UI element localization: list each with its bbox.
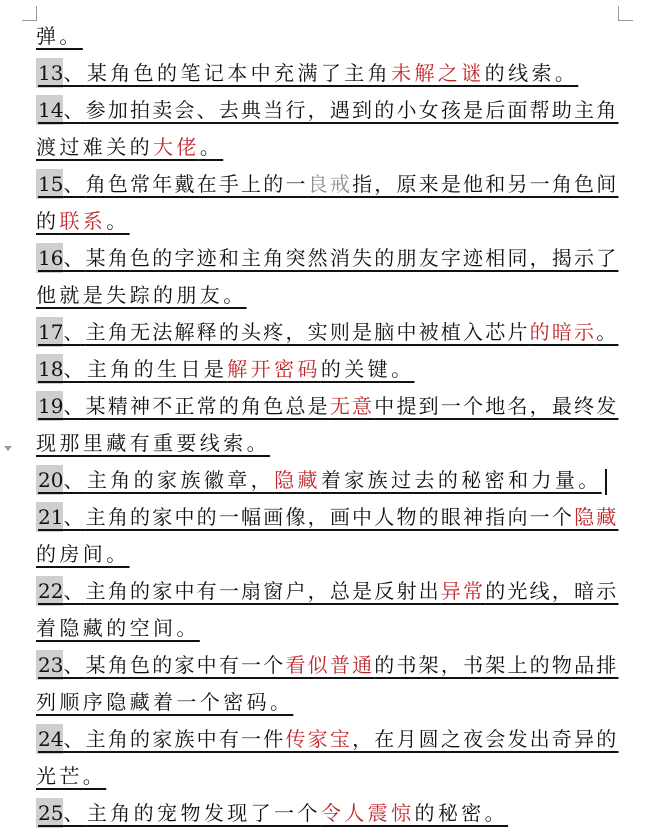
document-line[interactable] <box>36 573 620 610</box>
document-line[interactable] <box>36 647 620 684</box>
item-separator: 、 <box>63 801 87 825</box>
text-segment: 参加拍卖会、去典当行，遇到的小女孩是后面帮助主角 <box>85 98 619 122</box>
text-segment: 的秘密。 <box>414 801 509 825</box>
text-segment: 的书架，书架上的物品排 <box>374 653 619 677</box>
line-text <box>36 169 618 199</box>
document-line[interactable] <box>36 240 620 277</box>
text-cursor <box>605 469 607 495</box>
text-segment: 。 <box>596 320 619 344</box>
item-separator: 、 <box>63 505 86 529</box>
text-segment: 的线索。 <box>484 61 579 85</box>
text-segment: 某角色的字迹和主角突然消失的朋友字迹相同，揭示了 <box>85 246 619 270</box>
line-text <box>36 465 602 495</box>
line-text <box>36 616 200 640</box>
text-segment: 主角的宠物发现了一个 <box>86 801 321 825</box>
line-text <box>36 690 293 714</box>
line-text <box>36 135 223 159</box>
item-separator: 、 <box>63 246 86 270</box>
item-number: 24 <box>36 724 63 754</box>
text-segment: 的光线，暗示 <box>485 579 619 603</box>
line-text <box>36 95 618 125</box>
document-line[interactable] <box>36 277 620 314</box>
item-separator: 、 <box>63 357 87 381</box>
highlighted-keyword: 看似普通 <box>285 653 375 677</box>
text-segment: 主角的家中有一扇窗户，总是反射出 <box>85 579 441 603</box>
text-segment: 着家族过去的秘密和力量。 <box>320 468 602 492</box>
item-number: 14 <box>36 95 63 125</box>
document-line[interactable] <box>36 166 620 203</box>
text-segment: 。 <box>106 209 130 233</box>
line-text <box>36 431 270 455</box>
item-number: 22 <box>36 576 63 606</box>
text-segment: 的关键。 <box>320 357 415 381</box>
highlighted-keyword: 令人震惊 <box>320 801 415 825</box>
document-line[interactable] <box>36 351 620 388</box>
text-segment: 渡过难关的 <box>36 135 153 159</box>
text-segment: ，在月圆之夜会发出奇异的 <box>352 727 619 751</box>
text-segment: 某角色的家中有一个 <box>85 653 286 677</box>
text-segment: 主角的家族徽章， <box>86 468 275 492</box>
faded-text: 良戒 <box>307 172 353 196</box>
highlighted-keyword: 异常 <box>440 579 486 603</box>
text-segment: 指，原来是他和另一角色间 <box>352 172 619 196</box>
item-number: 19 <box>36 391 63 421</box>
text-segment: 光芒。 <box>36 764 107 788</box>
line-text <box>36 542 130 566</box>
item-separator: 、 <box>63 653 86 677</box>
item-separator: 、 <box>63 579 86 603</box>
item-number: 16 <box>36 243 63 273</box>
document-line[interactable] <box>36 388 620 425</box>
document-line[interactable] <box>36 55 620 92</box>
page-corner-mark-top-left <box>22 6 37 21</box>
document-line[interactable] <box>36 462 620 499</box>
item-number: 20 <box>36 465 63 495</box>
line-text <box>36 58 578 88</box>
text-segment: 现那里藏有重要线索。 <box>36 431 270 455</box>
document-body[interactable] <box>36 18 620 832</box>
text-segment: 主角的家族中有一件 <box>85 727 286 751</box>
highlighted-keyword: 无意 <box>329 394 375 418</box>
item-separator: 、 <box>63 468 87 492</box>
line-text <box>36 798 508 828</box>
text-segment: 主角的家中的一幅画像，画中人物的眼神指向一个 <box>85 505 575 529</box>
text-segment: 某角色的笔记本中充满了主角 <box>86 61 392 85</box>
document-line[interactable] <box>36 314 620 351</box>
paragraph-marker-icon <box>4 446 12 451</box>
document-line[interactable] <box>36 203 620 240</box>
document-line[interactable] <box>36 721 620 758</box>
document-line[interactable] <box>36 684 620 721</box>
document-line[interactable] <box>36 795 620 832</box>
item-number: 15 <box>36 169 63 199</box>
text-segment: 中提到一个地名，最终发 <box>374 394 619 418</box>
highlighted-keyword: 传家宝 <box>285 727 353 751</box>
line-text <box>36 283 247 307</box>
line-text <box>36 576 618 606</box>
line-text <box>36 650 618 680</box>
document-line[interactable] <box>36 536 620 573</box>
item-number: 13 <box>36 58 63 88</box>
item-separator: 、 <box>63 320 86 344</box>
line-text <box>36 764 106 788</box>
item-separator: 、 <box>63 172 86 196</box>
text-segment: 他就是失踪的朋友。 <box>36 283 247 307</box>
text-segment: 某精神不正常的角色总是 <box>85 394 330 418</box>
line-text <box>36 243 618 273</box>
highlighted-keyword: 隐藏 <box>274 468 321 492</box>
highlighted-keyword: 联系 <box>59 209 107 233</box>
item-separator: 、 <box>63 98 86 122</box>
document-line[interactable] <box>36 499 620 536</box>
page-corner-mark-top-right <box>618 6 633 21</box>
line-text <box>36 24 83 48</box>
line-text <box>36 317 618 347</box>
text-segment: 着隐藏的空间。 <box>36 616 200 640</box>
item-number: 21 <box>36 502 63 532</box>
document-line[interactable] <box>36 610 620 647</box>
document-line[interactable] <box>36 425 620 462</box>
text-segment: 。 <box>199 135 224 159</box>
item-separator: 、 <box>63 61 87 85</box>
highlighted-keyword: 大佬 <box>153 135 200 159</box>
line-text <box>36 354 414 384</box>
line-text <box>36 724 618 754</box>
item-number: 17 <box>36 317 63 347</box>
line-text <box>36 209 130 233</box>
item-separator: 、 <box>63 727 86 751</box>
line-text <box>36 391 618 421</box>
highlighted-keyword: 解开密码 <box>227 357 321 381</box>
text-segment: 主角的生日是 <box>86 357 228 381</box>
document-line[interactable] <box>36 758 620 795</box>
document-line[interactable] <box>36 129 620 166</box>
text-segment: 弹。 <box>36 24 83 48</box>
text-segment: 的房间。 <box>36 542 130 566</box>
item-number: 23 <box>36 650 63 680</box>
line-text <box>36 502 618 532</box>
highlighted-keyword: 的暗示 <box>529 320 597 344</box>
item-number: 25 <box>36 798 63 828</box>
highlighted-keyword: 隐藏 <box>574 505 619 529</box>
document-line[interactable] <box>36 92 620 129</box>
text-segment: 主角无法解释的头疼，实则是脑中被植入芯片 <box>85 320 530 344</box>
text-segment: 角色常年戴在手上的一 <box>85 172 308 196</box>
item-number: 18 <box>36 354 63 384</box>
document-line[interactable] <box>36 18 620 55</box>
text-segment: 的 <box>36 209 60 233</box>
text-segment: 列顺序隐藏着一个密码。 <box>36 690 294 714</box>
highlighted-keyword: 未解之谜 <box>391 61 485 85</box>
item-separator: 、 <box>63 394 86 418</box>
